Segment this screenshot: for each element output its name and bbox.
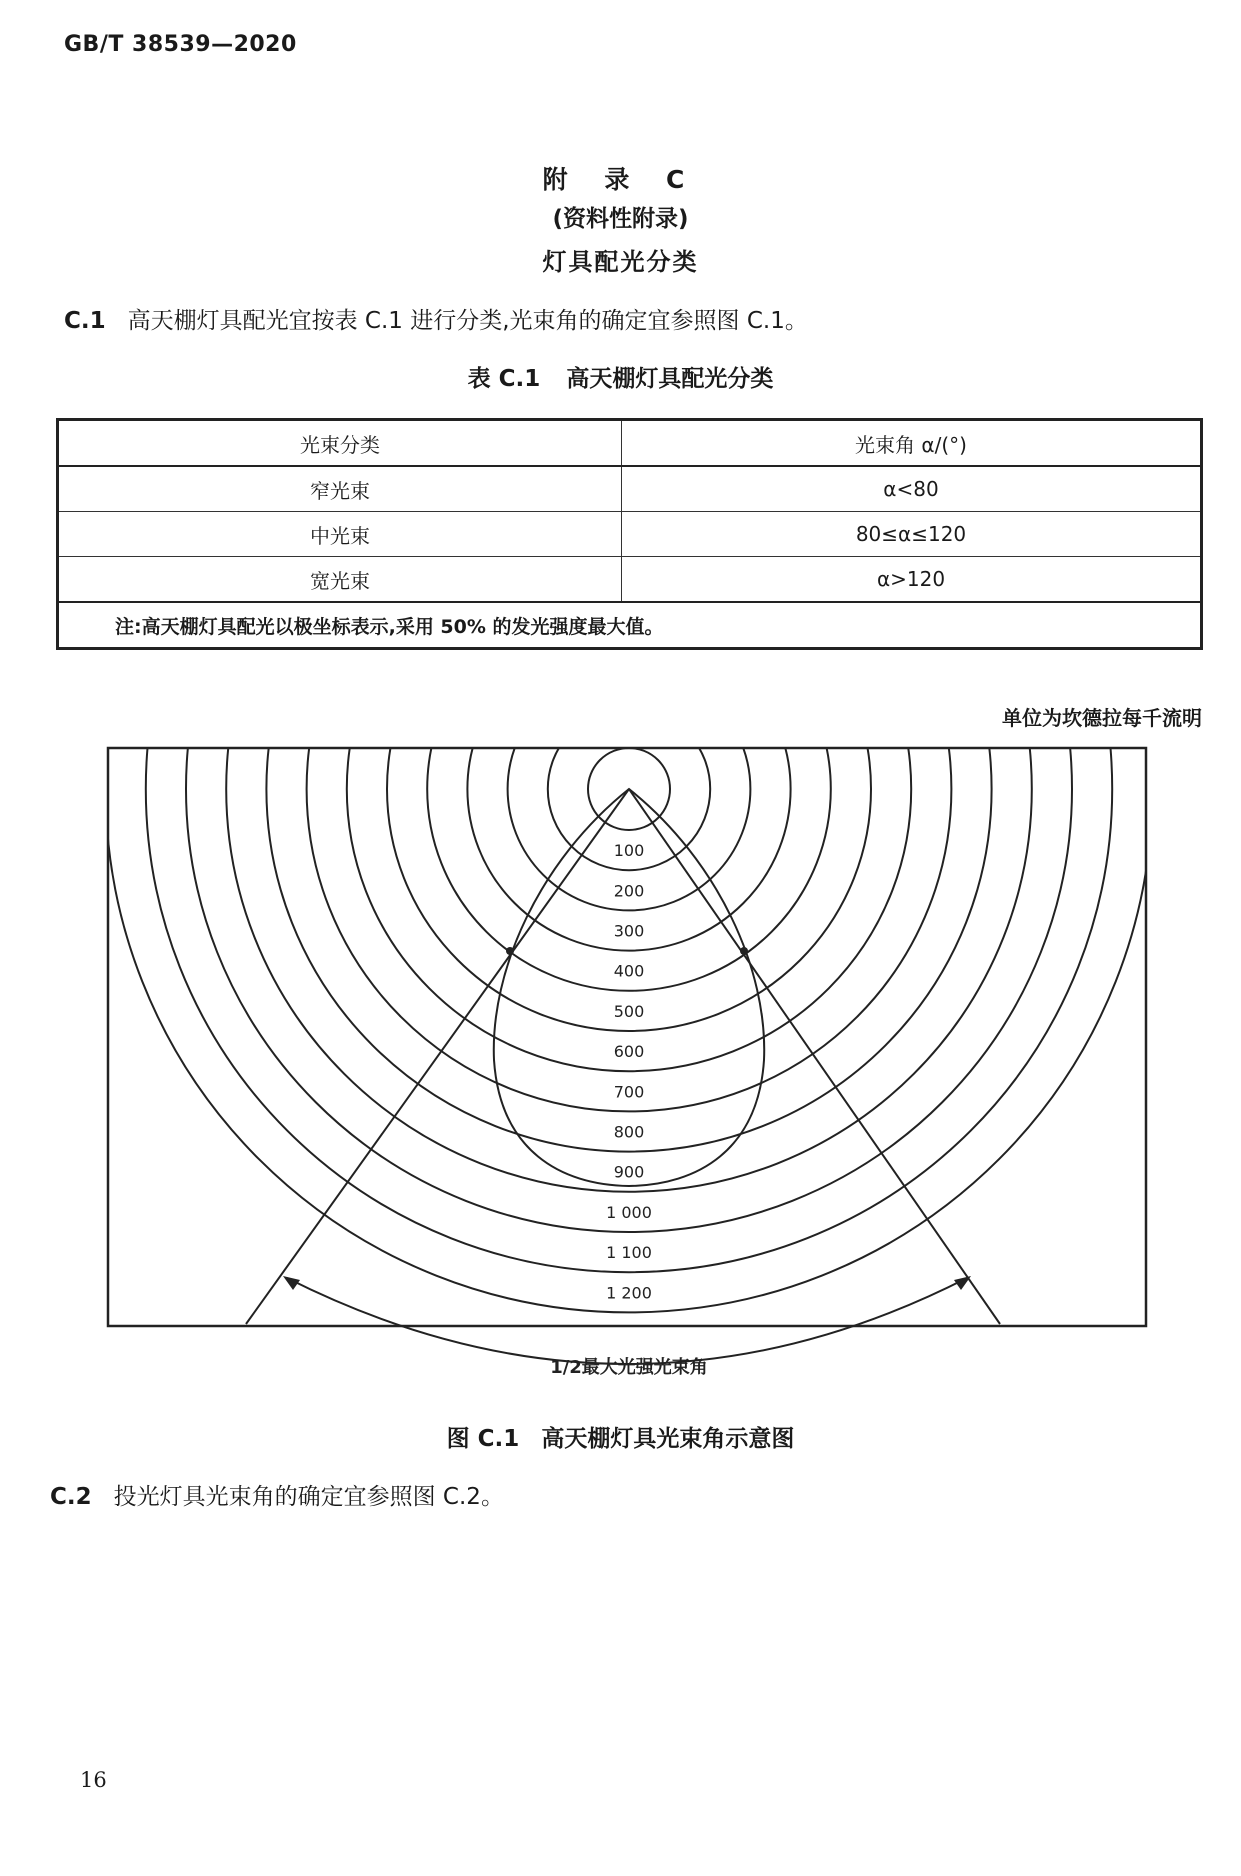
table-caption-text: 高天棚灯具配光分类 bbox=[566, 366, 774, 392]
clause-c1-number: C.1 bbox=[64, 308, 106, 334]
ring-label: 500 bbox=[613, 1001, 645, 1021]
header-beam-angle: 光束角 α/(°) bbox=[622, 420, 1202, 467]
ring-label: 200 bbox=[613, 881, 645, 901]
cell-class: 宽光束 bbox=[58, 557, 622, 603]
standard-code: GB/T 38539—2020 bbox=[64, 32, 297, 57]
clause-c1-text: 高天棚灯具配光宜按表 C.1 进行分类,光束角的确定宜参照图 C.1。 bbox=[127, 308, 808, 334]
figure-caption-number: 图 C.1 bbox=[446, 1426, 520, 1452]
ring-label: 300 bbox=[613, 921, 645, 941]
clause-c2-number: C.2 bbox=[50, 1484, 92, 1510]
cell-angle: α>120 bbox=[622, 557, 1202, 603]
ring-label: 900 bbox=[613, 1162, 645, 1182]
figure-caption-text: 高天棚灯具光束角示意图 bbox=[541, 1426, 795, 1452]
clause-c2 bbox=[50, 1478, 504, 1511]
arrow-left-icon bbox=[283, 1276, 300, 1290]
table-note: 注:高天棚灯具配光以极坐标表示,采用 50% 的发光强度最大值。 bbox=[58, 602, 1202, 649]
unit-label: 单位为坎德拉每千流明 bbox=[1002, 706, 1202, 730]
ring-label: 700 bbox=[613, 1082, 645, 1102]
cell-angle: 80≤α≤120 bbox=[622, 512, 1202, 557]
cell-class: 窄光束 bbox=[58, 466, 622, 512]
ring-label: 100 bbox=[613, 841, 645, 861]
beam-angle-label: 1/2最大光强光束角 bbox=[550, 1357, 708, 1378]
cell-class: 中光束 bbox=[58, 512, 622, 557]
half-max-point-left bbox=[506, 947, 514, 955]
clause-c2-text: 投光灯具光束角的确定宜参照图 C.2。 bbox=[113, 1484, 504, 1510]
figure-frame bbox=[108, 748, 1146, 1326]
appendix-subtitle: 灯具配光分类 bbox=[542, 248, 699, 276]
ring-label: 400 bbox=[613, 961, 645, 981]
half-max-point-right bbox=[740, 947, 748, 955]
table-caption-number: 表 C.1 bbox=[467, 366, 541, 392]
page-number: 16 bbox=[80, 1768, 107, 1792]
ring-label: 1 200 bbox=[606, 1283, 652, 1303]
appendix-type: (资料性附录) bbox=[552, 206, 689, 232]
beam-edge-left bbox=[246, 789, 629, 1324]
appendix-title: 附 录 C bbox=[542, 165, 699, 194]
ring-label: 1 100 bbox=[606, 1243, 652, 1263]
figure-caption bbox=[0, 1420, 1241, 1453]
ring-label: 800 bbox=[613, 1122, 645, 1142]
cell-angle: α<80 bbox=[622, 466, 1202, 512]
ring-label: 600 bbox=[613, 1042, 645, 1062]
header-beam-class: 光束分类 bbox=[58, 420, 622, 467]
arrow-right-icon bbox=[954, 1276, 971, 1290]
ring-label: 1 000 bbox=[606, 1202, 652, 1222]
